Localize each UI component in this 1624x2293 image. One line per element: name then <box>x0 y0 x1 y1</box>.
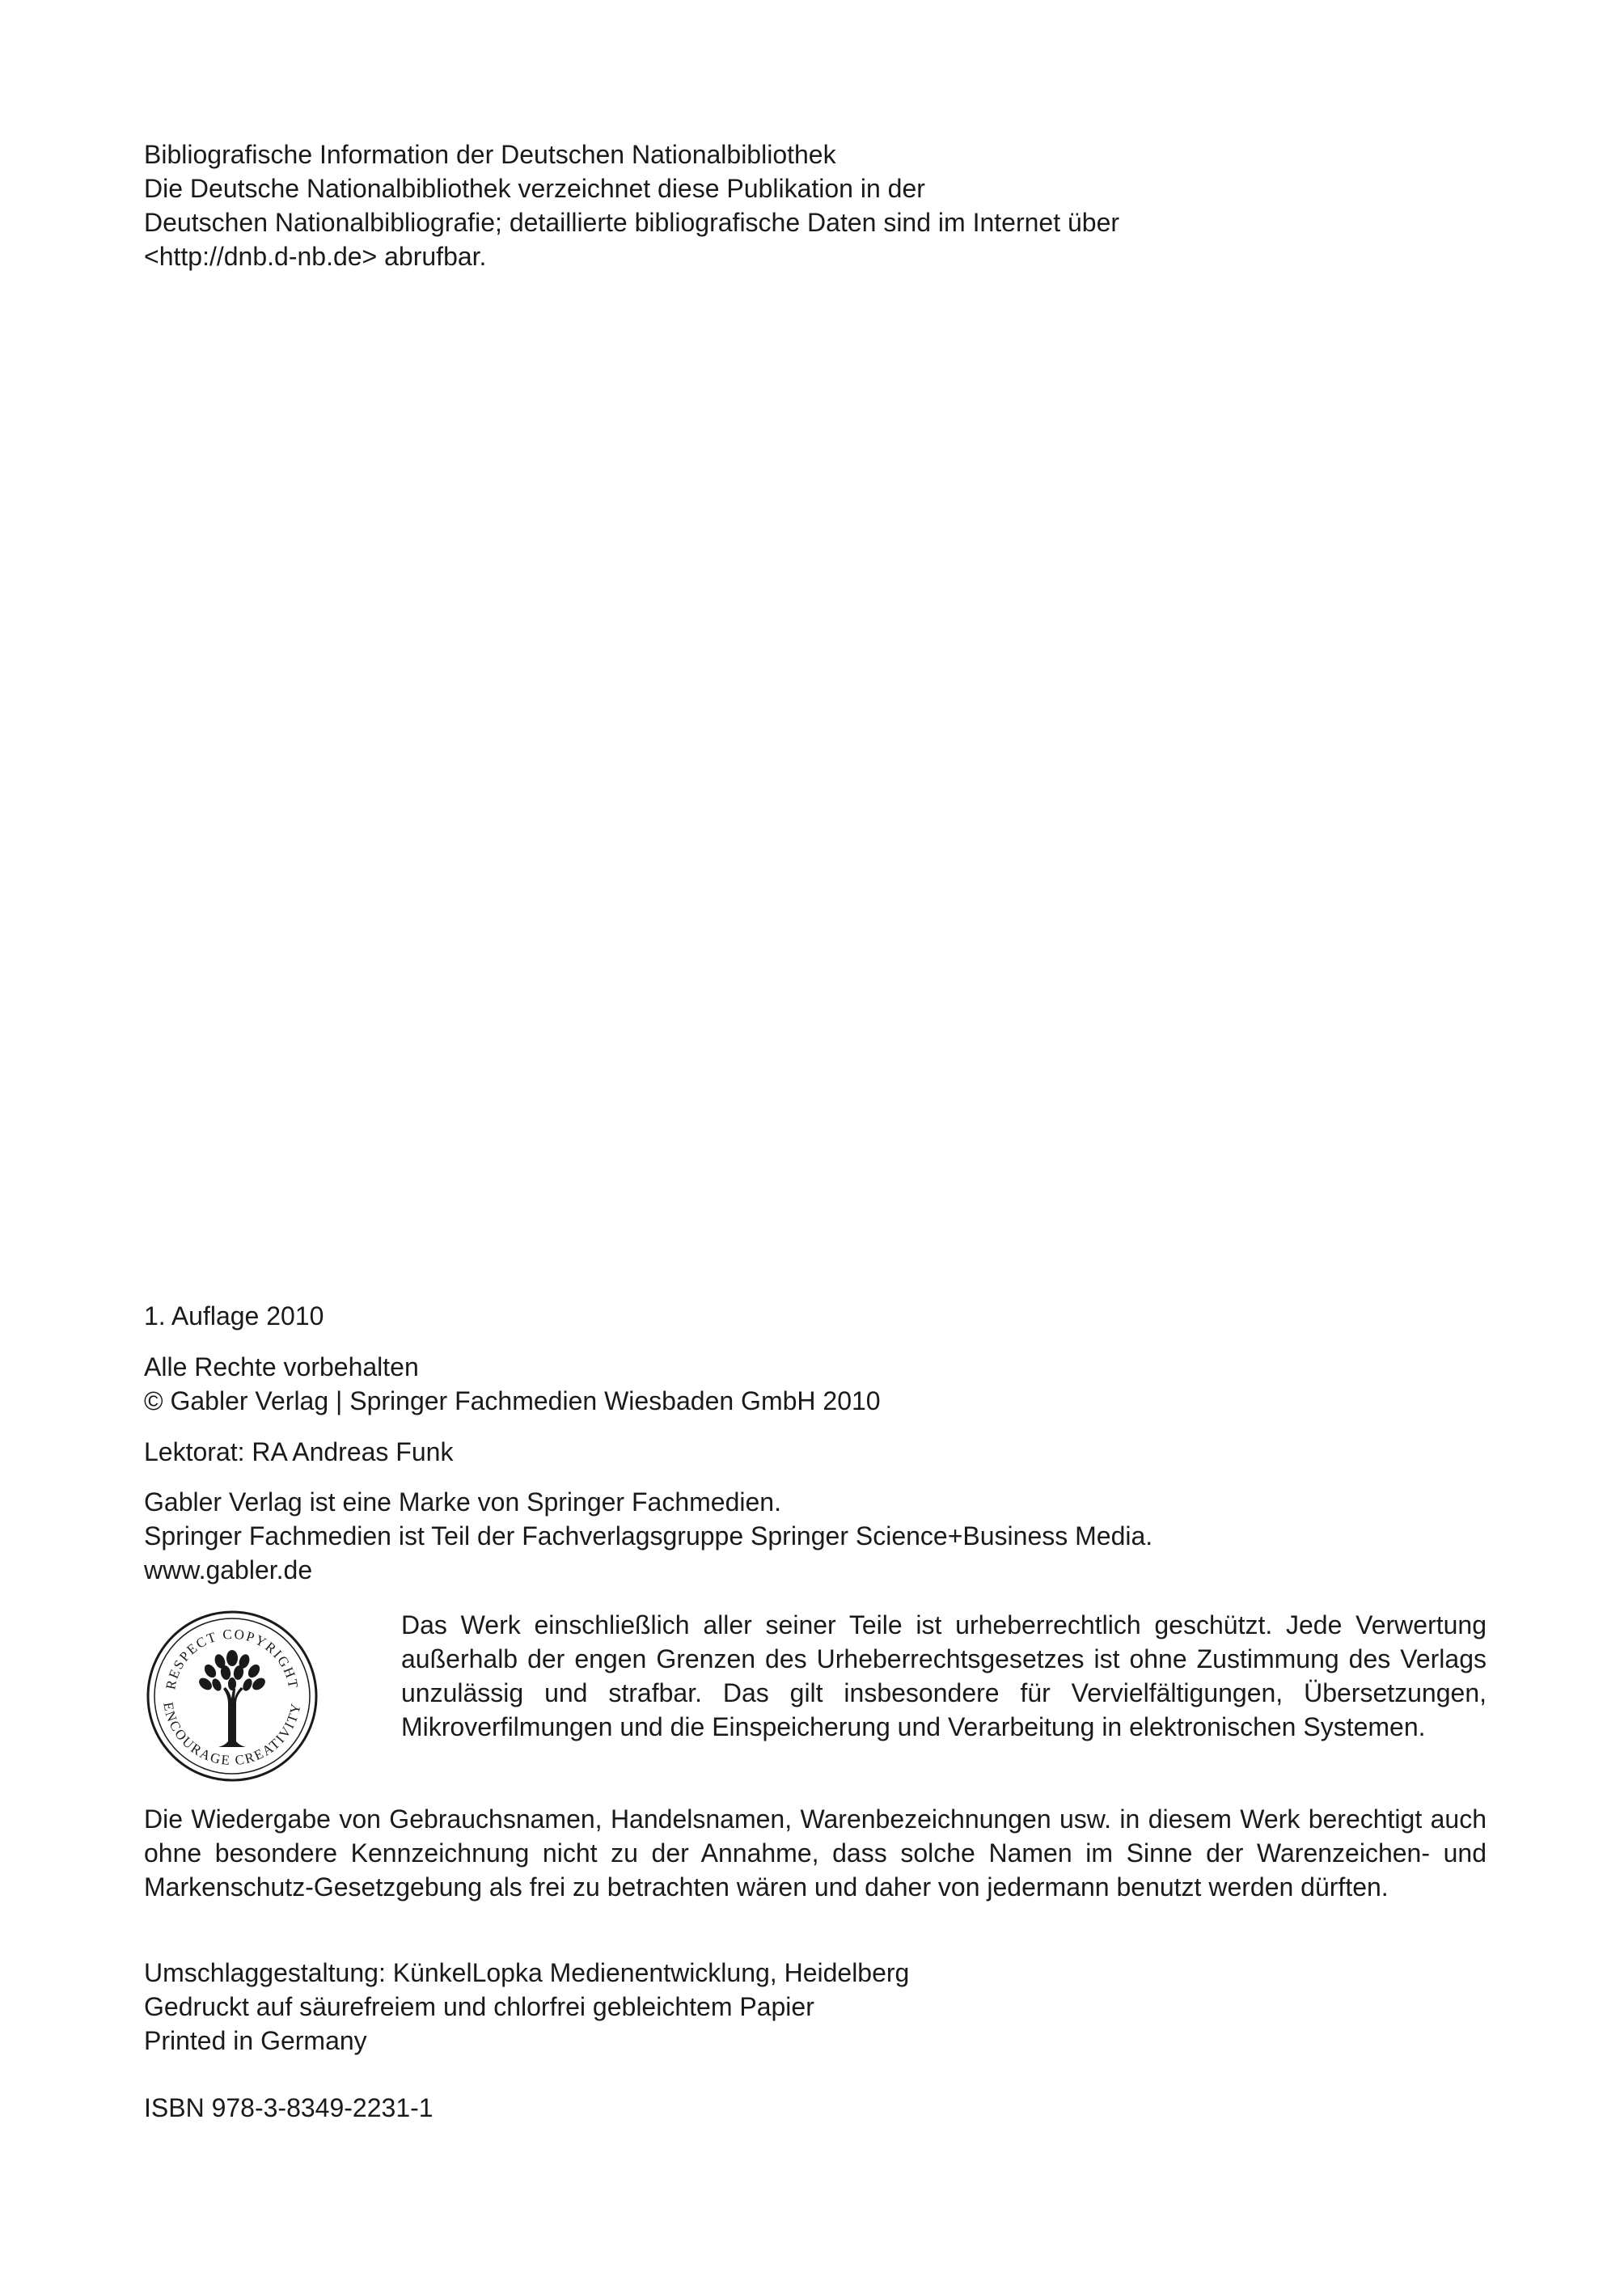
edition <box>144 1299 1487 1333</box>
rights-reserved: Alle Rechte vorbehalten <box>144 1352 419 1381</box>
publisher-line: Springer Fachmedien ist Teil der Fachverlagsgruppe Springer Science+Business Media. <box>144 1521 1153 1551</box>
trademark-notice: Die Wiedergabe von Gebrauchsnamen, Handelsnamen, Warenbezeichnungen usw. in diesem Werk berechtigt auch ohne besondere Kennzeichnung nicht zu der Annahme, dass solche Namen im Sinne der Warenzeichen- und Markenschutz-Gesetzgebung als frei zu betrachten wären und daher von jedermann benutzt werden dürften. <box>144 1804 1487 1902</box>
seal-bottom-text: ENCOURAGE CREATIVITY <box>160 1700 304 1769</box>
isbn <box>144 2091 1487 2125</box>
tree-icon <box>197 1650 268 1747</box>
publisher-info <box>144 1485 1487 1587</box>
rights <box>144 1350 1487 1418</box>
isbn-text: ISBN 978-3-8349-2231-1 <box>144 2093 433 2122</box>
edition-text: 1. Auflage 2010 <box>144 1301 324 1331</box>
seal-graphic <box>144 1608 320 1784</box>
bibliographic-information <box>144 137 1487 273</box>
cover-design: Umschlaggestaltung: KünkelLopka Medienentwicklung, Heidelberg <box>144 1958 910 1987</box>
copyright-line: © Gabler Verlag | Springer Fachmedien Wiesbaden GmbH 2010 <box>144 1386 881 1415</box>
copyright-notice: Das Werk einschließlich aller seiner Teile ist urheberrechtlich geschützt. Jede Verwertung außerhalb der engen Grenzen des Urheberrechtsgesetzes ist ohne Zustimmung des Verlags unzulässig und strafbar. Das gilt insbesondere für Vervielfältigungen, Übersetzungen, Mikroverfilmungen und die Einspeicherung und Verarbeitung in elektronischen Systemen. <box>401 1610 1487 1741</box>
seal-top-text: RESPECT COPYRIGHT <box>163 1626 302 1691</box>
publisher-line: Gabler Verlag ist eine Marke von Springer Fachmedien. <box>144 1487 781 1517</box>
lektorat-text: Lektorat: RA Andreas Funk <box>144 1437 454 1466</box>
paper-note: Gedruckt auf säurefreiem und chlorfrei gebleichtem Papier <box>144 1992 814 2021</box>
printed-in: Printed in Germany <box>144 2026 367 2055</box>
bib-line: <http://dnb.d-nb.de> abrufbar. <box>144 242 487 271</box>
lektorat <box>144 1435 1487 1469</box>
respect-copyright-seal <box>144 1608 320 1784</box>
bib-line: Die Deutsche Nationalbibliothek verzeichnet diese Publikation in der <box>144 174 925 203</box>
publisher-website: www.gabler.de <box>144 1555 313 1584</box>
bib-heading: Bibliografische Information der Deutschen Nationalbibliothek <box>144 140 836 169</box>
bib-line: Deutschen Nationalbibliografie; detaillierte bibliografische Daten sind im Internet über <box>144 208 1120 237</box>
production-info <box>144 1956 1487 2058</box>
